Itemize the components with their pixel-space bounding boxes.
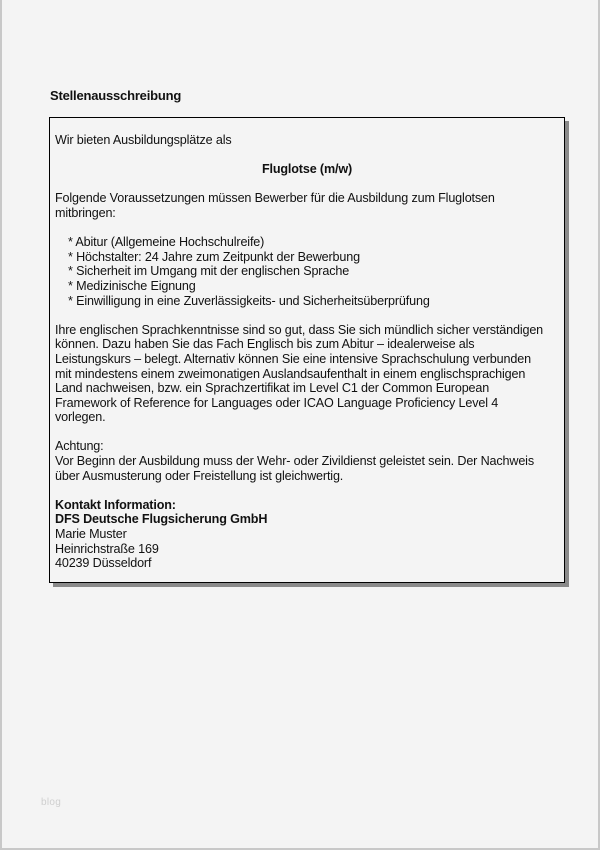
- intro-text: Wir bieten Ausbildungsplätze als: [55, 133, 232, 147]
- page-heading: Stellenausschreibung: [50, 88, 182, 103]
- job-posting-box: [49, 117, 565, 583]
- attention-section: [55, 439, 564, 483]
- list-item: * Sicherheit im Umgang mit der englischen Sprache: [68, 264, 350, 279]
- list-item: * Höchstalter: 24 Jahre zum Zeitpunkt der Bewerbung: [68, 249, 360, 264]
- contact-company: DFS Deutsche Flugsicherung GmbH: [55, 512, 268, 527]
- job-title: Fluglotse (m/w): [261, 162, 353, 177]
- language-paragraph: [55, 323, 564, 425]
- paragraph-line: Vor Beginn der Ausbildung muss der Wehr- oder Zivildienst geleistet sein. Der Nachweis: [55, 454, 534, 469]
- paragraph-line: mit mindestens einem zweimonatigen Auslandsaufenthalt in einem englischsprachigen: [55, 366, 526, 381]
- paragraph-line: Leistungskurs – belegt. Alternativ können Sie eine intensive Sprachschulung verbunden: [55, 351, 531, 366]
- contact-street: Heinrichstraße 169: [55, 541, 159, 556]
- contact-city: 40239 Düsseldorf: [55, 556, 152, 571]
- requirements-intro-line: Folgende Voraussetzungen müssen Bewerber für die Ausbildung zum Fluglotsen: [55, 191, 495, 206]
- paragraph-line: vorlegen.: [55, 410, 106, 425]
- requirements-intro-line: mitbringen:: [55, 205, 116, 220]
- paragraph-line: über Ausmusterung oder Freistellung ist gleichwertig.: [55, 468, 344, 483]
- paragraph-line: können. Dazu haben Sie das Fach Englisch bis zum Abitur – idealerweise als: [55, 337, 475, 352]
- paragraph-line: Land nachweisen, bzw. ein Sprachzertifikat im Level C1 der Common European: [55, 381, 490, 396]
- list-item: * Medizinische Eignung: [68, 278, 196, 293]
- list-item: * Abitur (Allgemeine Hochschulreife): [68, 235, 265, 250]
- paragraph-line: Framework of Reference for Languages oder ICAO Language Proficiency Level 4: [55, 395, 499, 410]
- contact-label: Kontakt Information:: [55, 497, 176, 512]
- contact-name: Marie Muster: [55, 527, 127, 542]
- contact-section: [55, 498, 564, 571]
- requirements-list: [55, 235, 564, 308]
- watermark: blog: [41, 797, 62, 808]
- attention-label: Achtung:: [55, 439, 104, 454]
- list-item: * Einwilligung in eine Zuverlässigkeits- und Sicherheitsüberprüfung: [68, 293, 430, 308]
- paragraph-line: Ihre englischen Sprachkenntnisse sind so gut, dass Sie sich mündlich sicher verständigen: [55, 322, 544, 337]
